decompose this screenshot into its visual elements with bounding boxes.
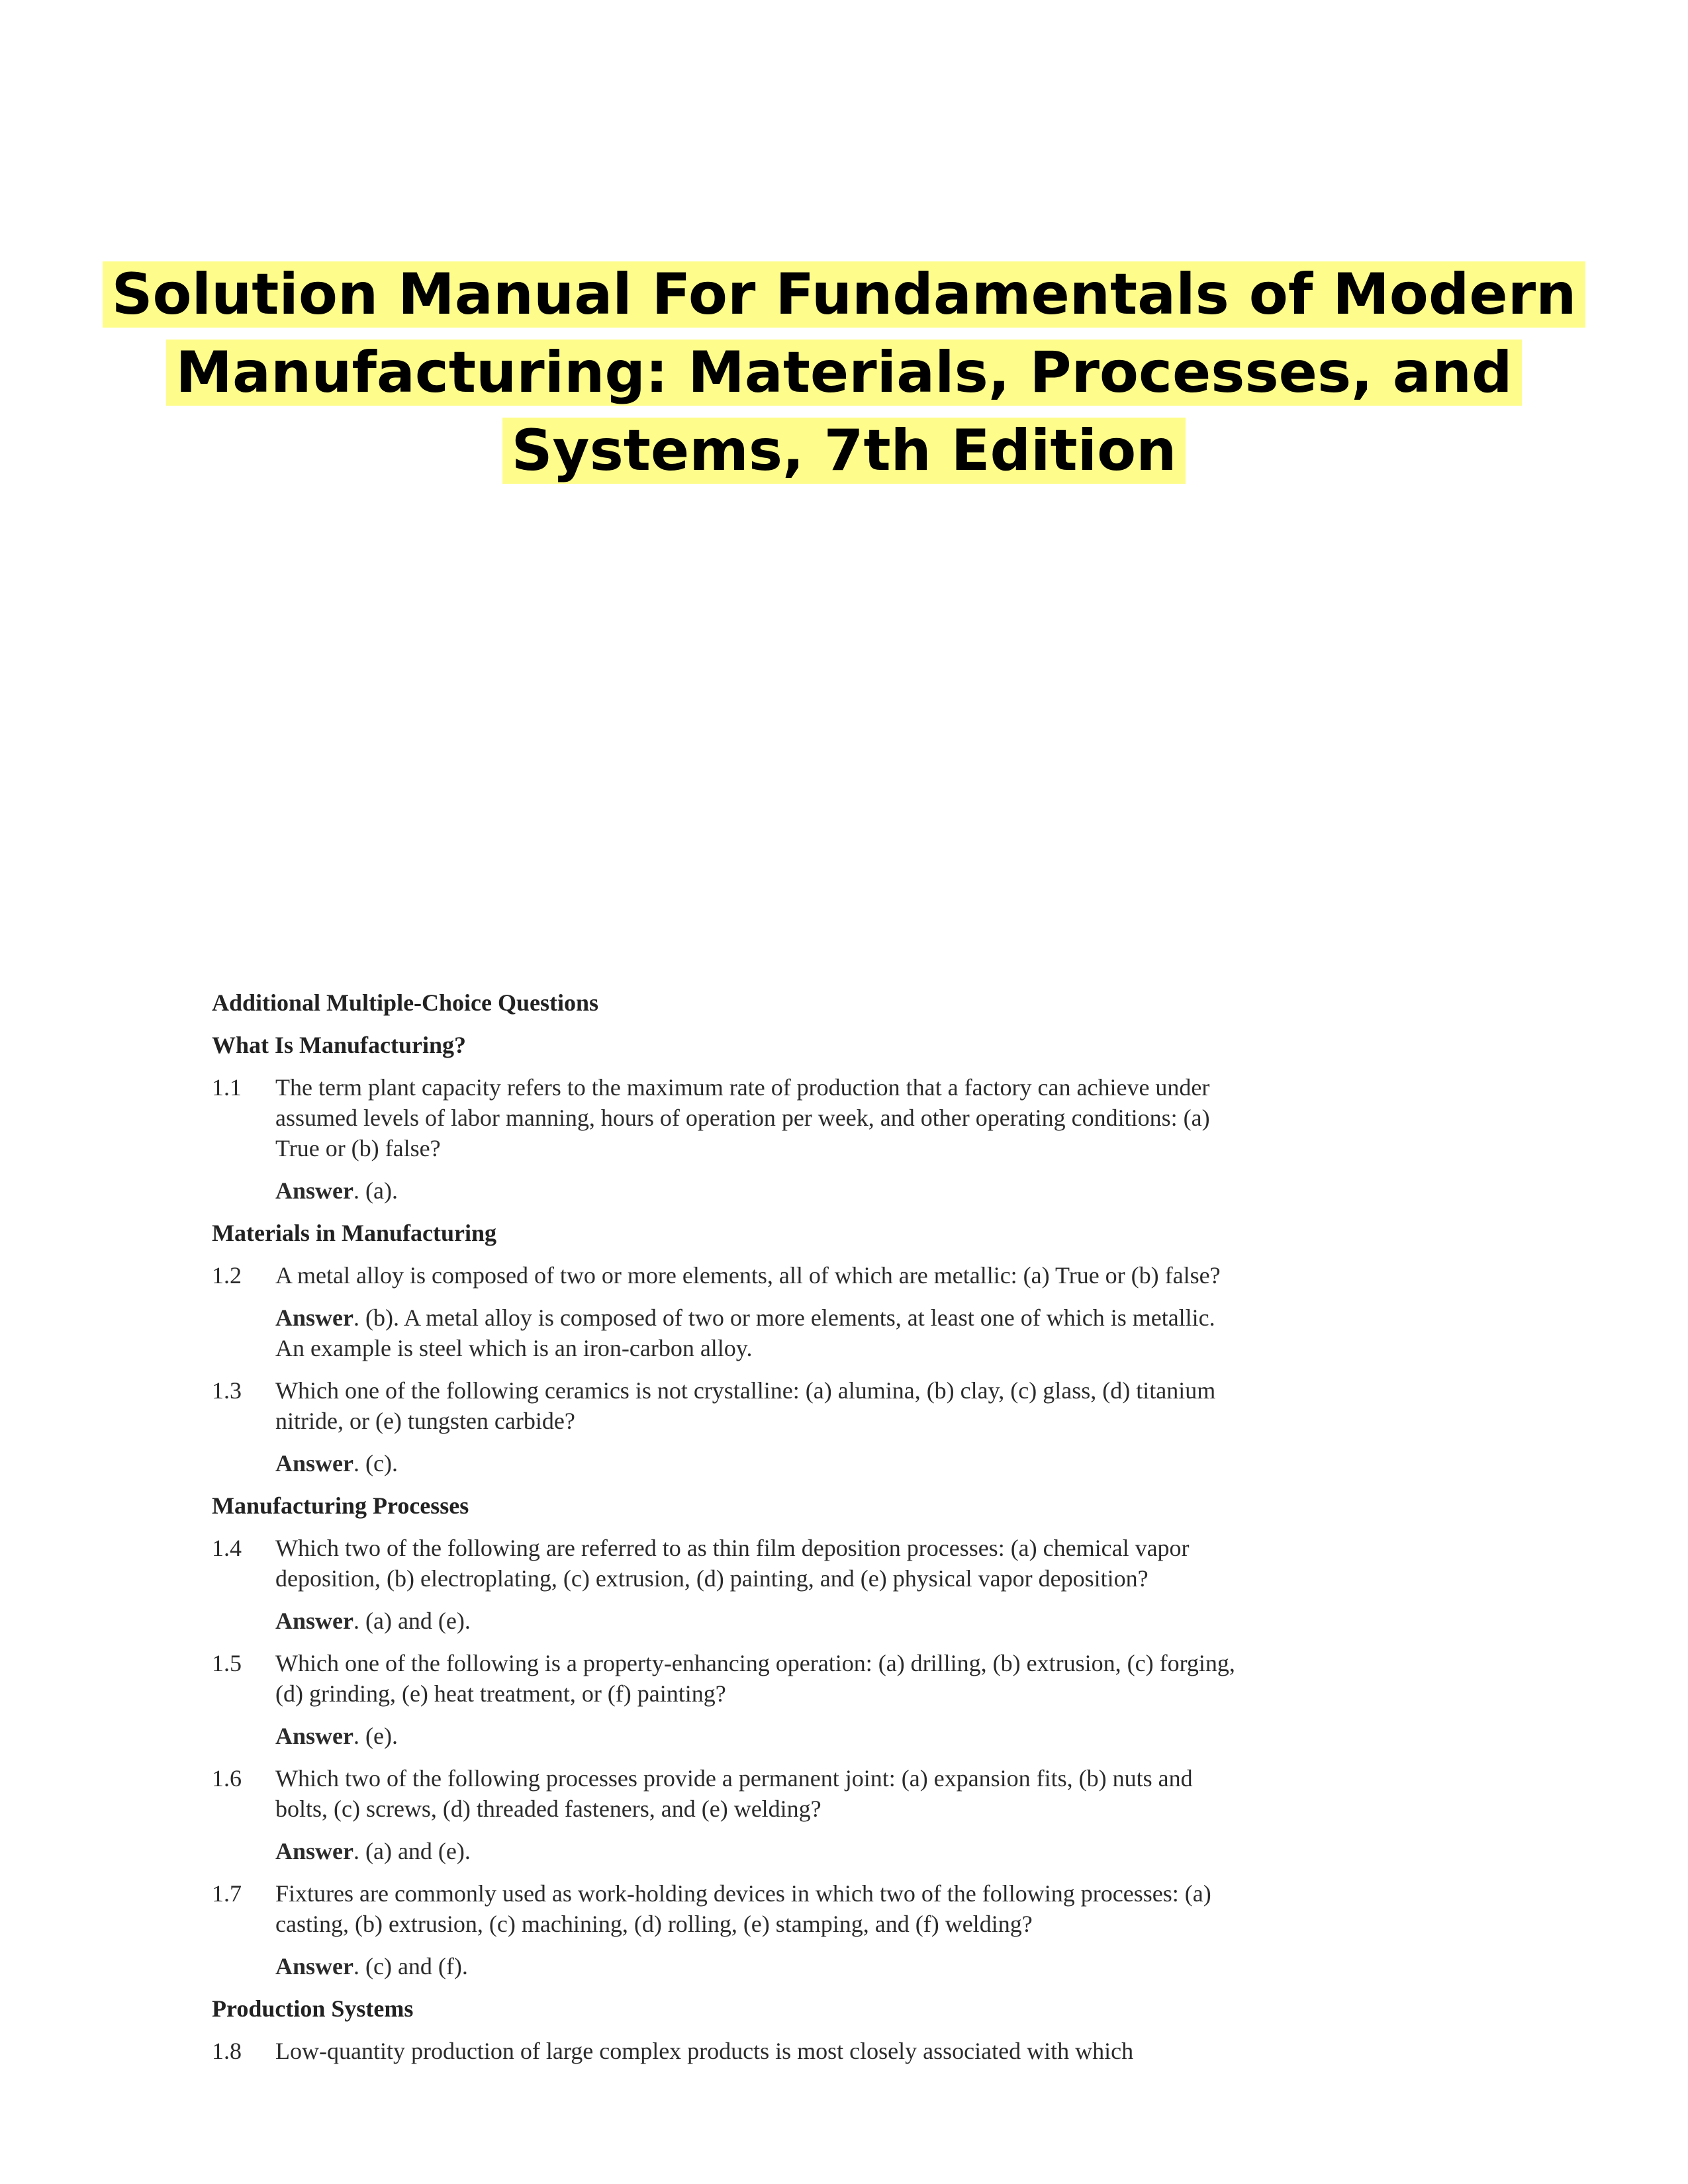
answer-label: Answer (275, 1723, 353, 1749)
question-1-2 (212, 1260, 1244, 1291)
answer-1-6 (275, 1836, 1244, 1866)
document-body (212, 987, 1244, 2078)
section-heading: What Is Manufacturing? (212, 1032, 467, 1058)
question-text: Which one of the following ceramics is not crystalline: (a) alumina, (b) clay, (c) glass, (d) titanium nitride, or (e) tungsten carbide? (275, 1377, 1216, 1434)
section-heading: Materials in Manufacturing (212, 1220, 496, 1246)
question-number: 1.3 (212, 1377, 242, 1404)
question-1-4 (212, 1533, 1244, 1594)
answer-1-3 (275, 1448, 1244, 1479)
answer-1-5 (275, 1721, 1244, 1751)
question-number: 1.7 (212, 1880, 242, 1907)
question-text: Which two of the following processes provide a permanent joint: (a) expansion fits, (b) nuts and bolts, (c) screws, (d) threaded fasteners, and (e) welding? (275, 1765, 1193, 1822)
question-1-5 (212, 1648, 1244, 1709)
answer-label: Answer (275, 1953, 353, 1979)
answer-text: . (c). (353, 1450, 398, 1477)
question-text: Fixtures are commonly used as work-holding devices in which two of the following processes: (a) casting, (b) extrusion, (c) machining, (d) rolling, (e) stamping, and (f) welding? (275, 1880, 1211, 1937)
question-text: Which two of the following are referred to as thin film deposition processes: (a) chemical vapor deposition, (b) electroplating, (c) extrusion, (d) painting, and (e) physical vapor deposition? (275, 1535, 1190, 1592)
answer-text: . (c) and (f). (353, 1953, 468, 1979)
section-heading: Manufacturing Processes (212, 1492, 469, 1519)
question-text: Low-quantity production of large complex products is most closely associated with which (275, 2038, 1134, 2064)
title-line-2: Manufacturing: Materials, Processes, and (0, 334, 1688, 412)
answer-text: . (e). (353, 1723, 398, 1749)
title-line-3: Systems, 7th Edition (0, 412, 1688, 490)
answer-1-4 (275, 1606, 1244, 1636)
document-title (0, 255, 1688, 490)
answer-label: Answer (275, 1304, 353, 1331)
answer-text: . (a). (353, 1177, 398, 1204)
question-number: 1.8 (212, 2038, 242, 2064)
question-1-7 (212, 1878, 1244, 1939)
question-number: 1.1 (212, 1074, 242, 1101)
title-line-1: Solution Manual For Fundamentals of Modern (0, 255, 1688, 334)
section-heading: Production Systems (212, 1995, 414, 2022)
question-1-1 (212, 1072, 1244, 1163)
question-text: Which one of the following is a property-enhancing operation: (a) drilling, (b) extrusion, (c) forging, (d) grinding, (e) heat treatment, or (f) painting? (275, 1650, 1235, 1707)
question-number: 1.6 (212, 1765, 242, 1792)
answer-text: . (a) and (e). (353, 1838, 471, 1864)
question-number: 1.5 (212, 1650, 242, 1676)
answer-1-7 (275, 1951, 1244, 1981)
answer-label: Answer (275, 1450, 353, 1477)
question-text: A metal alloy is composed of two or more elements, all of which are metallic: (a) True or (b) false? (275, 1262, 1221, 1289)
question-text: The term plant capacity refers to the maximum rate of production that a factory can achieve under assumed levels of labor manning, hours of operation per week, and other operating conditions: (a) True or (b) false? (275, 1074, 1210, 1161)
question-1-6 (212, 1763, 1244, 1824)
answer-label: Answer (275, 1177, 353, 1204)
answer-1-2 (275, 1302, 1244, 1363)
answer-text: . (a) and (e). (353, 1608, 471, 1634)
answer-label: Answer (275, 1608, 353, 1634)
document-heading: Additional Multiple-Choice Questions (212, 989, 599, 1016)
question-1-3 (212, 1375, 1244, 1436)
answer-label: Answer (275, 1838, 353, 1864)
question-number: 1.2 (212, 1262, 242, 1289)
answer-text: . (b). A metal alloy is composed of two or more elements, at least one of which is metallic. An example is steel which is an iron-carbon alloy. (275, 1304, 1215, 1361)
answer-1-1 (275, 1175, 1244, 1206)
question-number: 1.4 (212, 1535, 242, 1561)
question-1-8 (212, 2036, 1244, 2066)
